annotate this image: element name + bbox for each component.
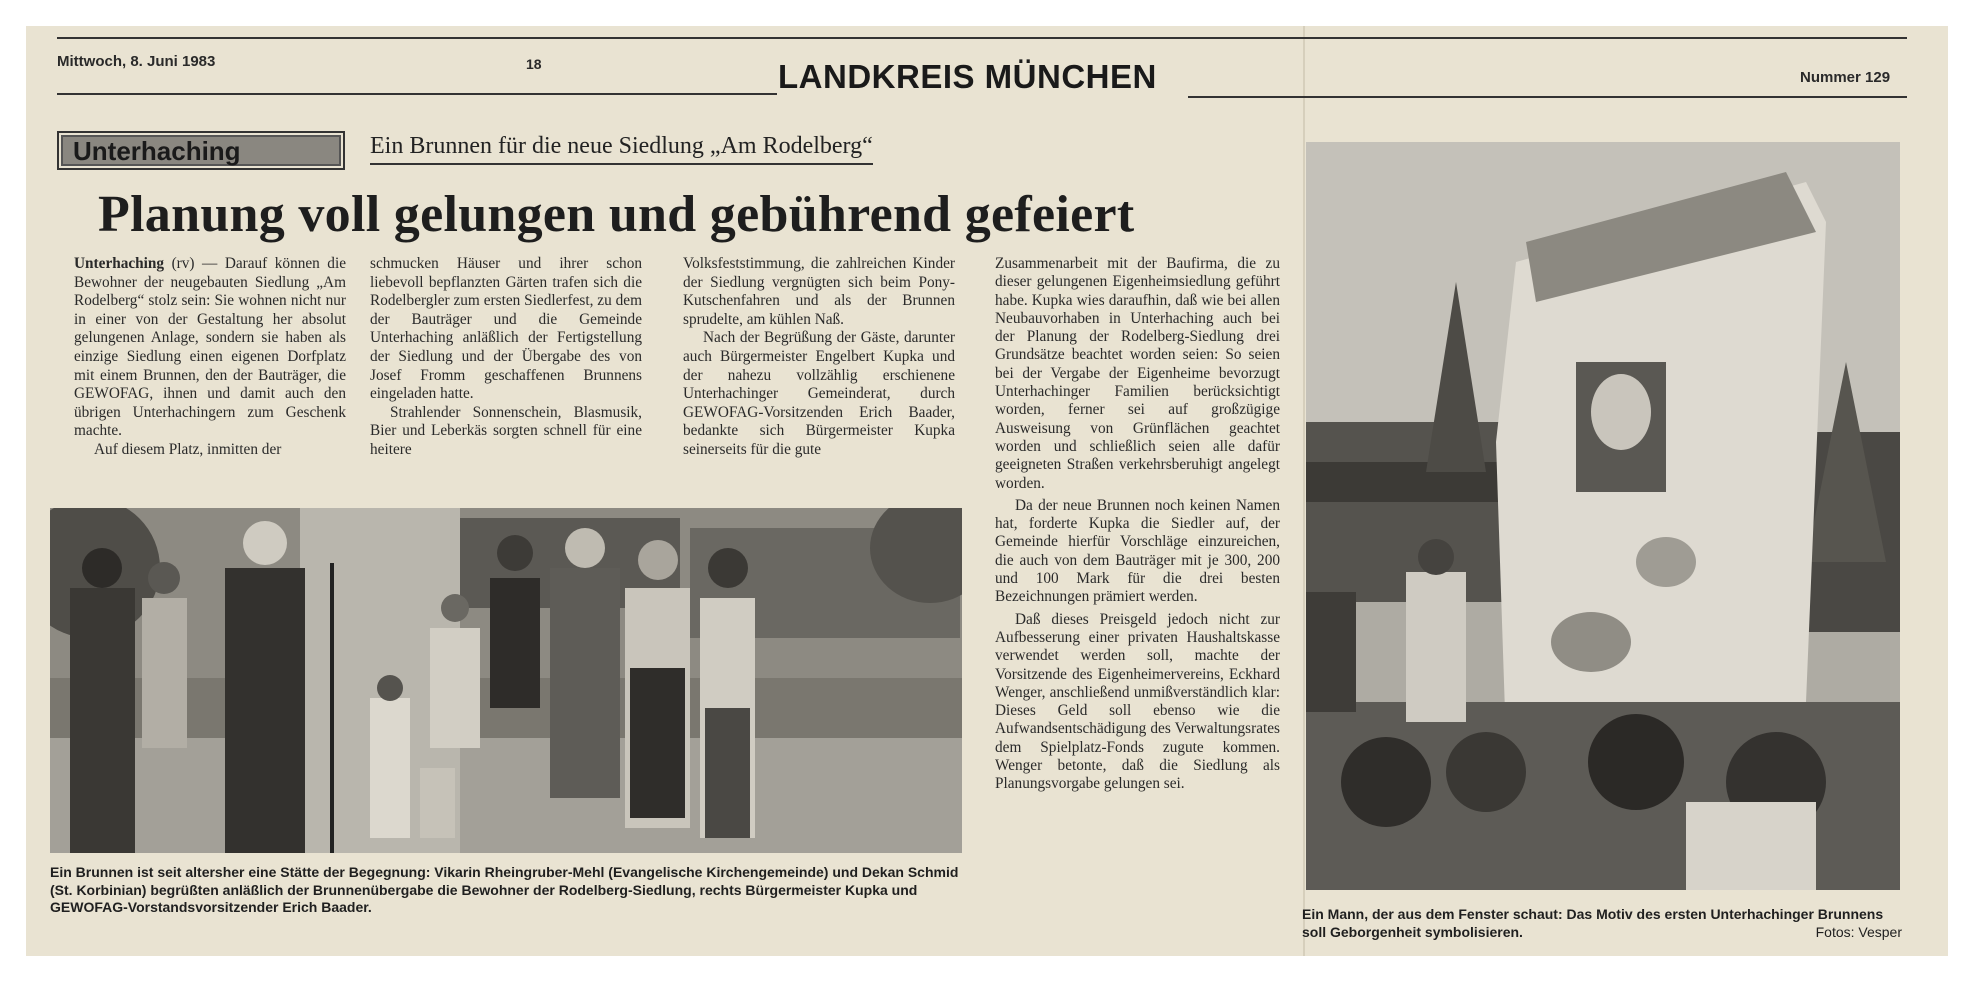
byline: Unterhaching [74,255,165,272]
section-masthead: LANDKREIS MÜNCHEN [778,58,1157,95]
paragraph [74,255,346,441]
header-rule-right [1188,96,1907,98]
fountain-photo-image [1306,142,1900,890]
fountain-photo-caption [1302,906,1902,941]
issue-number: Nummer 129 [1800,69,1891,86]
header-rule-left [57,93,777,95]
paragraph: Nach der Begrüßung der Gäste, darunter auch Bürgermeister Engelbert Kupka und der nahezu vollzählig erschienene Unterhachinger Gemeinderat, durch GEWOFAG-Vorsitzenden Erich Baader, bedankte sich Bürgermeister Kupka seinerseits für die gute [683,329,955,458]
article-headline: Planung voll gelungen und gebührend gefeiert [98,186,1135,243]
photo-credit: Fotos: Vesper [1815,923,1902,940]
paragraph: Volksfeststimmung, die zahlreichen Kinder der Siedlung vergnügten sich beim Pony-Kutschenfahren und als der Brunnen sprudelte, am kühlen Naß. [683,255,955,328]
ceremony-photo-caption: Ein Brunnen ist seit altersher eine Stätte der Begegnung: Vikarin Rheingruber-Mehl (Evangelische Kirchengemeinde) und Dekan Schmid (St. Korbinian) begrüßten anläßlich der Brunnenübergabe die Bewohner der Rodelberg-Siedlung, rechts Bürgermeister Kupka und GEWOFAG-Vorstandsvorsitzender Erich Baader. [50,864,959,915]
article-column-4 [995,255,1280,794]
location-tag-label: Unterhaching [73,136,241,166]
page-fold [1303,26,1305,956]
paragraph: schmucken Häuser und ihrer schon liebevoll bepflanzten Gärten trafen sich die Rodelbergler zum ersten Siedlerfest, zu dem der Bauträger und die Gemeinde Unterhaching anläßlich der Fertigstellung der Siedlung und der Übergabe des von Josef Fromm geschaffenen Brunnens eingeladen hatte. [370,255,642,403]
fountain-photo [1306,142,1900,890]
paragraph-text: (rv) — Darauf können die Bewohner der neugebauten Siedlung „Am Rodelberg“ stolz sein: Sie wohnen nicht nur in einer von der Gestaltung her absolut gelungenen Anlage, sondern sie haben als einzige Siedlung einen eigenen Dorfplatz mit einem Brunnen, den der Bauträger, die GEWOFAG, ihnen und damit auch den übrigen Unterhachingern zum Geschenk machte. [74,255,346,440]
ceremony-photo [50,508,962,853]
paragraph: Da der neue Brunnen noch keinen Namen hat, forderte Kupka die Siedler auf, der Gemeinde hierfür Vorschläge einzureichen, die auch von dem Bauträger mit je 300, 200 und 100 Mark für die drei besten Bezeichnungen prämiert werden. [995,496,1280,606]
paragraph: Zusammenarbeit mit der Baufirma, die zu dieser gelungenen Eigenheimsiedlung geführt habe. Kupka wies daraufhin, daß wie bei allen Neubauvorhaben in Unterhaching auch bei der Planung der Rodelberg-Siedlung drei Grundsätze beachtet worden seien: So seien bei der Vergabe der Eigenheime bevorzugt Unterhachinger Familien berücksichtigt worden, ferner sei auf großzügige Ausweisung von Grünflächen geachtet worden und schließlich seien alle dafür geeigneten Straßen verkehrsberuhigt angelegt worden. [995,255,1280,492]
article-column-3 [683,255,955,460]
fountain-caption-text: Ein Mann, der aus dem Fenster schaut: Das Motiv des ersten Unterhachinger Brunnens soll Geborgenheit symbolisieren. [1302,906,1884,940]
location-tag [57,131,345,170]
header-rule-top [57,37,1907,39]
article-kicker: Ein Brunnen für die neue Siedlung „Am Rodelberg“ [370,133,873,165]
article-column-2 [370,255,642,460]
paragraph: Daß dieses Preisgeld jedoch nicht zur Aufbesserung einer privaten Haushaltskasse verwendet werden soll, machte der Vorsitzende des Eigenheimervereins, Eckhard Wenger, anschließend unmißverständlich klar: Dieses Geld soll ebenso wie die Aufwandsentschädigung des Verwaltungsrates dem Spielplatz-Fonds zugute kommen. Wenger betonte, daß die Siedlung als Planungsvorgabe gelungen sei. [995,610,1280,793]
paragraph: Strahlender Sonnenschein, Blasmusik, Bier und Leberkäs sorgten schnell für eine heitere [370,403,642,458]
paragraph: Auf diesem Platz, inmitten der [94,440,282,458]
article-column-1 [74,255,346,460]
page-number: 18 [526,56,542,72]
ceremony-photo-image [50,508,962,853]
issue-date: Mittwoch, 8. Juni 1983 [57,53,216,70]
